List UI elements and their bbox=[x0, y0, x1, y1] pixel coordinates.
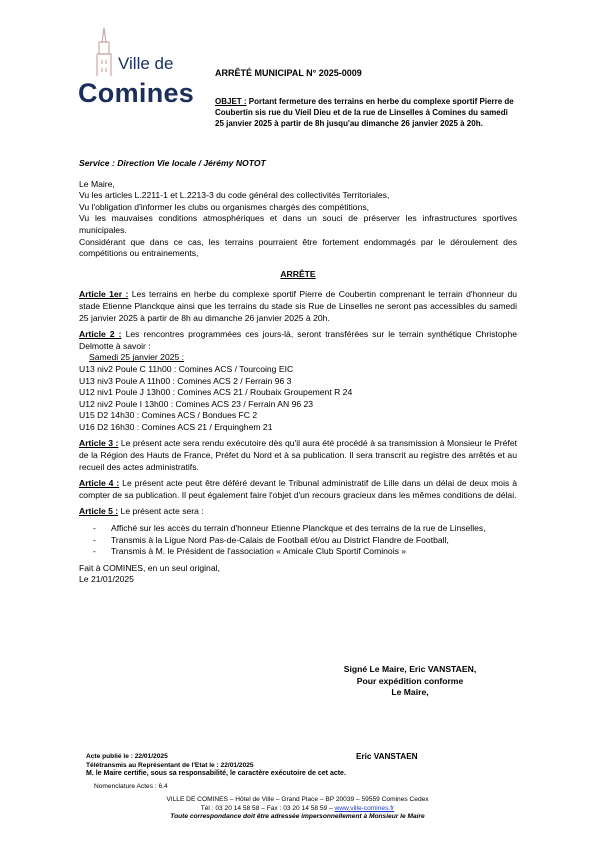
intro-line: Le Maire, bbox=[79, 178, 115, 189]
article-text: Les terrains en herbe du complexe sportif Pierre de Coubertin comprenant le terrain d'honneur du stade Etienne Planckque ainsi que les terrains du stade sis Rue de Linselles ne seront pas accessibles du samedi 25 janvier 2025 à partir de 8h au dimanche 26 janvier 2025 à 20h. bbox=[79, 289, 517, 323]
list-item-text: Affiché sur les accès du terrain d'honneur Etienne Planckque et des terrains de la rue de Linselles, bbox=[111, 523, 486, 534]
objet-block bbox=[215, 96, 517, 129]
signature-line: Pour expédition conforme bbox=[356, 675, 464, 686]
footer-phone bbox=[0, 805, 595, 814]
article-1 bbox=[79, 289, 517, 324]
nomenclature: Nomenclature Actes : 6.4 bbox=[94, 782, 168, 790]
list-item: - Affiché sur les accès du terrain d'honneur Etienne Planckque et des terrains de la rue de Linselles, bbox=[93, 523, 486, 534]
date-line: Le 21/01/2025 bbox=[79, 574, 134, 585]
article-text: Le présent acte sera : bbox=[118, 506, 204, 517]
match-line: U12 niv2 Poule I 13h00 : Comines ACS 23 / Ferrain AN 96 23 bbox=[79, 398, 314, 409]
match-line: U13 niv2 Poule C 11h00 : Comines ACS / Tourcoing EIC bbox=[79, 363, 294, 374]
logo-text-line1: Ville de bbox=[118, 54, 174, 73]
website-link[interactable]: www.ville-comines.fr bbox=[334, 804, 395, 812]
footer-signer: Eric VANSTAEN bbox=[356, 752, 418, 761]
signature-block bbox=[300, 664, 520, 699]
match-line: U12 niv1 Poule J 13h00 : Comines ACS 21 / Roubaix Groupement R 24 bbox=[79, 387, 353, 398]
footer-certification bbox=[86, 753, 526, 791]
publication-date: Acte publié le : 22/01/2025 bbox=[86, 753, 168, 760]
logo-text-line2: Comines bbox=[78, 78, 195, 108]
article-label: Article 3 : bbox=[79, 438, 119, 449]
article-label: Article 1er : bbox=[79, 289, 129, 300]
article-5 bbox=[79, 506, 517, 518]
article-text: Le présent acte sera rendu exécutoire dès qu'il aura été procédé à sa transmission à Monsieur le Préfet de la Région des Hauts de France, Préfet du Nord et à sa publication. Il sera transcrit au registre des arrêtés et au recueil des actes administratifs. bbox=[79, 438, 518, 472]
article-label: Article 5 : bbox=[79, 506, 119, 517]
article-label: Article 2 : bbox=[79, 329, 122, 340]
article-4 bbox=[79, 478, 517, 501]
distribution-list bbox=[79, 523, 517, 558]
service-line: Service : Direction Vie locale / Jérémy NOTOT bbox=[79, 158, 266, 168]
intro-line: Vu les mauvaises conditions atmosphériques et dans un souci de préserver les infrastructures sportives municipales. bbox=[79, 213, 517, 235]
footer-address: VILLE DE COMINES – Hôtel de Ville – Grand Place – BP 20039 – 59559 Comines Cedex bbox=[166, 796, 429, 803]
signature-line: Le Maire, bbox=[391, 687, 429, 697]
fait-line: Fait à COMINES, en un seul original, bbox=[79, 562, 220, 573]
footer-tel: Tél : 03 20 14 58 58 – Fax : 03 20 14 58 59 – bbox=[200, 804, 335, 812]
article-3 bbox=[79, 438, 517, 473]
intro-line: Vu les articles L.2211-1 et L.2213-3 du code général des collectivités Territoriales, bbox=[79, 190, 390, 201]
transmission-date: Télétransmis au Représentant de l'Etat le : 22/01/2025 bbox=[86, 761, 254, 769]
article-label: Article 4 : bbox=[79, 478, 120, 489]
city-logo bbox=[78, 28, 198, 112]
match-line: U13 niv3 Poule A 11h00 : Comines ACS 2 / Ferrain 96 3 bbox=[79, 375, 292, 386]
article-text: Les rencontres programmées ces jours-là, seront transférées sur le terrain synthétique Christophe Delmotte à savoir : bbox=[79, 329, 517, 351]
match-date: Samedi 25 janvier 2025 : bbox=[89, 352, 185, 363]
article-2 bbox=[79, 329, 517, 352]
certification-text: M. le Maire certifie, sous sa responsabilité, le caractère exécutoire de cet acte. bbox=[86, 770, 346, 778]
document-title: ARRÊTÉ MUNICIPAL N° 2025-0009 bbox=[215, 68, 362, 78]
match-line: U15 D2 14h30 : Comines ACS / Bondues FC 2 bbox=[79, 410, 258, 421]
footer-note: Toute correspondance doit être adressée impersonnellement à Monsieur le Maire bbox=[170, 813, 425, 820]
list-item: - Transmis à la Ligue Nord Pas-de-Calais de Football et/ou au District Flandre de Football, bbox=[93, 534, 449, 545]
list-item-text: Transmis à la Ligue Nord Pas-de-Calais de Football et/ou au District Flandre de Football, bbox=[111, 534, 449, 545]
intro-line: Vu l'obligation d'informer les clubs ou organismes chargés des compétitions, bbox=[79, 201, 370, 212]
intro-line: Considérant que dans ce cas, les terrains pourraient être fortement endommagés par le déroulement des compétitions ou entrainements, bbox=[79, 236, 517, 259]
objet-label: OBJET : bbox=[215, 97, 247, 106]
list-item-text: Transmis à M. le Président de l'association « Amicale Club Sportif Cominois » bbox=[111, 546, 407, 557]
footer-contact bbox=[0, 796, 595, 822]
arrete-heading: ARRÊTE bbox=[280, 268, 316, 279]
objet-text: Portant fermeture des terrains en herbe du complexe sportif Pierre de Coubertin sis rue du Vieil Dieu et de la rue de Linselles à Comines du samedi 25 janvier 2025 à partir de 8h jusqu'au dimanche 26 janvier 2025 à 20h. bbox=[215, 97, 514, 128]
church-icon bbox=[90, 28, 118, 76]
match-line: U16 D2 16h30 : Comines ACS 21 / Erquinghem 21 bbox=[79, 421, 273, 432]
document-body bbox=[79, 158, 517, 586]
signature-line: Signé Le Maire, Eric VANSTAEN, bbox=[343, 664, 477, 674]
article-text: Le présent acte peut être déféré devant le Tribunal administratif de Lille dans un délai de deux mois à compter de sa publication. Il peut également faire l'objet d'un recours gracieux dans les mêmes conditions de délai. bbox=[79, 478, 517, 500]
list-item: - Transmis à M. le Président de l'association « Amicale Club Sportif Cominois » bbox=[93, 546, 407, 557]
